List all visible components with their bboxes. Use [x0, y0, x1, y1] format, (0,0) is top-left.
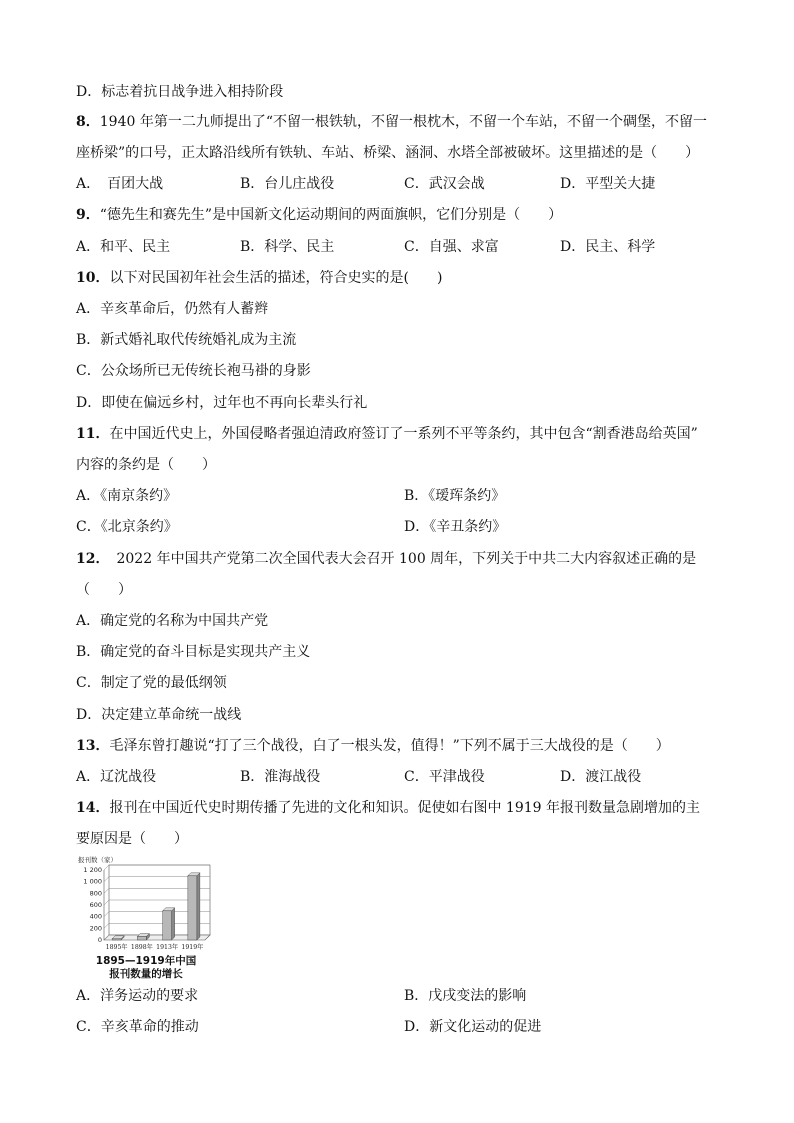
q13-text: 毛泽东曾打趣说“打了三个战役，白了一根头发，值得！”下列不属于三大战役的是（ ） — [109, 738, 670, 754]
chart-x-tick-label: 1898年 — [130, 944, 153, 951]
chart-bar-side — [197, 873, 200, 940]
q8-stem-line2: 座桥梁”的口号，正太路沿线所有铁轨、车站、桥梁、涵洞、水塔全部被破坏。这里描述的是（ ） — [76, 145, 700, 161]
q14-option-c: C．辛亥革命的推动 — [76, 1019, 199, 1035]
q13-option-d: D．渡江战役 — [560, 769, 642, 785]
q8-option-c: C．武汉会战 — [404, 176, 485, 192]
q8-option-a: A． 百团大战 — [76, 176, 164, 192]
q11-text: 在中国近代史上，外国侵略者强迫清政府签订了一系列不平等条约，其中包含“割香港岛给英国” — [109, 426, 698, 442]
q12-option-d: D．决定建立革命统一战线 — [76, 707, 242, 723]
chart-bar — [112, 939, 121, 940]
chart-y-tick-label: 600 — [89, 901, 102, 909]
q14-option-b: B．戊戌变法的影响 — [404, 988, 527, 1004]
q14-stem-line2: 要原因是（ ） — [76, 831, 188, 847]
q12-text: 2022 年中国共产党第二次全国代表大会召开 100 周年，下列关于中共二大内容叙述正确的是 — [102, 551, 697, 567]
q12-number: 12． — [76, 551, 103, 567]
q13-number: 13． — [76, 738, 110, 754]
q12-stem-line2: （ ） — [76, 582, 132, 598]
q14-option-a: A．洋务运动的要求 — [76, 988, 199, 1004]
chart-y-tick-label: 1 200 — [83, 866, 102, 874]
q11-number: 11． — [76, 426, 110, 442]
q12-stem-line1 — [76, 549, 696, 569]
q11-option-d: D．《辛丑条约》 — [404, 519, 507, 535]
q9-option-d: D．民主、科学 — [560, 239, 656, 255]
q10-option-a: A．辛亥革命后，仍然有人蓄辫 — [76, 301, 269, 317]
q9-text: “德先生和赛先生”是中国新文化运动期间的两面旗帜，它们分别是（ ） — [99, 207, 563, 223]
chart-y-tick-label: 800 — [89, 889, 102, 898]
chart-y-tick-label: 400 — [89, 912, 102, 921]
q14-text: 报刊在中国近代史时期传播了先进的文化和知识。促使如右图中 1919 年报刊数量急剧增加的主 — [109, 800, 701, 816]
chart-ylabel: 报刊数（家） — [78, 856, 117, 864]
chart-bar-side — [172, 908, 175, 940]
q13-option-a: A．辽沈战役 — [76, 769, 157, 785]
q9-number: 9． — [76, 207, 100, 223]
q12-option-b: B．确定党的奋斗目标是实现共产主义 — [76, 644, 311, 660]
q10-stem — [76, 268, 442, 288]
chart-x-tick-label: 1913年 — [156, 944, 179, 951]
q9-option-b: B．科学、民主 — [240, 239, 335, 255]
q10-number: 10． — [76, 270, 110, 286]
q14-number: 14． — [76, 800, 110, 816]
q8-option-b: B．台儿庄战役 — [240, 176, 335, 192]
chart-bar — [137, 937, 146, 941]
q10-option-d: D．即使在偏远乡村，过年也不再向长辈头行礼 — [76, 395, 368, 411]
q11-stem-line2: 内容的条约是（ ） — [76, 457, 216, 473]
q13-stem — [76, 736, 670, 756]
chart-bar — [163, 911, 172, 940]
chart-x-tick-label: 1895年 — [105, 944, 128, 951]
q11-option-b: B．《瑷珲条约》 — [404, 488, 506, 504]
q9-option-c: C．自强、求富 — [404, 239, 499, 255]
q14-stem-line1 — [76, 798, 700, 818]
q14-option-d: D．新文化运动的促进 — [404, 1019, 542, 1035]
q8-stem-line1 — [76, 112, 707, 132]
q8-number: 8． — [76, 114, 100, 130]
chart-title-line2: 报刊数量的增长 — [109, 968, 183, 980]
q13-option-c: C．平津战役 — [404, 769, 485, 785]
q8-text: 1940 年第一二九师提出了“不留一根铁轨，不留一根枕木，不留一个车站，不留一个碉堡，不留一 — [99, 114, 707, 130]
q9-stem — [76, 205, 562, 225]
q8-option-d: D．平型关大捷 — [560, 176, 656, 192]
chart-title-line1: 1895—1919年中国 — [95, 955, 197, 967]
q9-option-a: A．和平、民主 — [76, 239, 171, 255]
q10-option-c: C．公众场所已无传统长袍马褂的身影 — [76, 363, 311, 379]
q12-option-c: C．制定了党的最低纲领 — [76, 675, 227, 691]
q13-option-b: B．淮海战役 — [240, 769, 321, 785]
chart-y-tick-label: 200 — [89, 924, 102, 933]
q7-option-d: D．标志着抗日战争进入相持阶段 — [76, 84, 284, 100]
q10-text: 以下对民国初年社会生活的描述，符合史实的是( ) — [109, 270, 443, 286]
chart-x-tick-label: 1919年 — [181, 944, 204, 951]
q11-option-c: C．《北京条约》 — [76, 519, 178, 535]
q11-stem-line1 — [76, 424, 698, 444]
q11-option-a: A．《南京条约》 — [76, 488, 178, 504]
q12-option-a: A．确定党的名称为中国共产党 — [76, 613, 269, 629]
chart-bar — [188, 876, 197, 940]
chart-y-tick-label: 1 000 — [83, 877, 102, 886]
chart-y-tick-label: 0 — [97, 936, 102, 944]
q10-option-b: B．新式婚礼取代传统婚礼成为主流 — [76, 332, 297, 348]
